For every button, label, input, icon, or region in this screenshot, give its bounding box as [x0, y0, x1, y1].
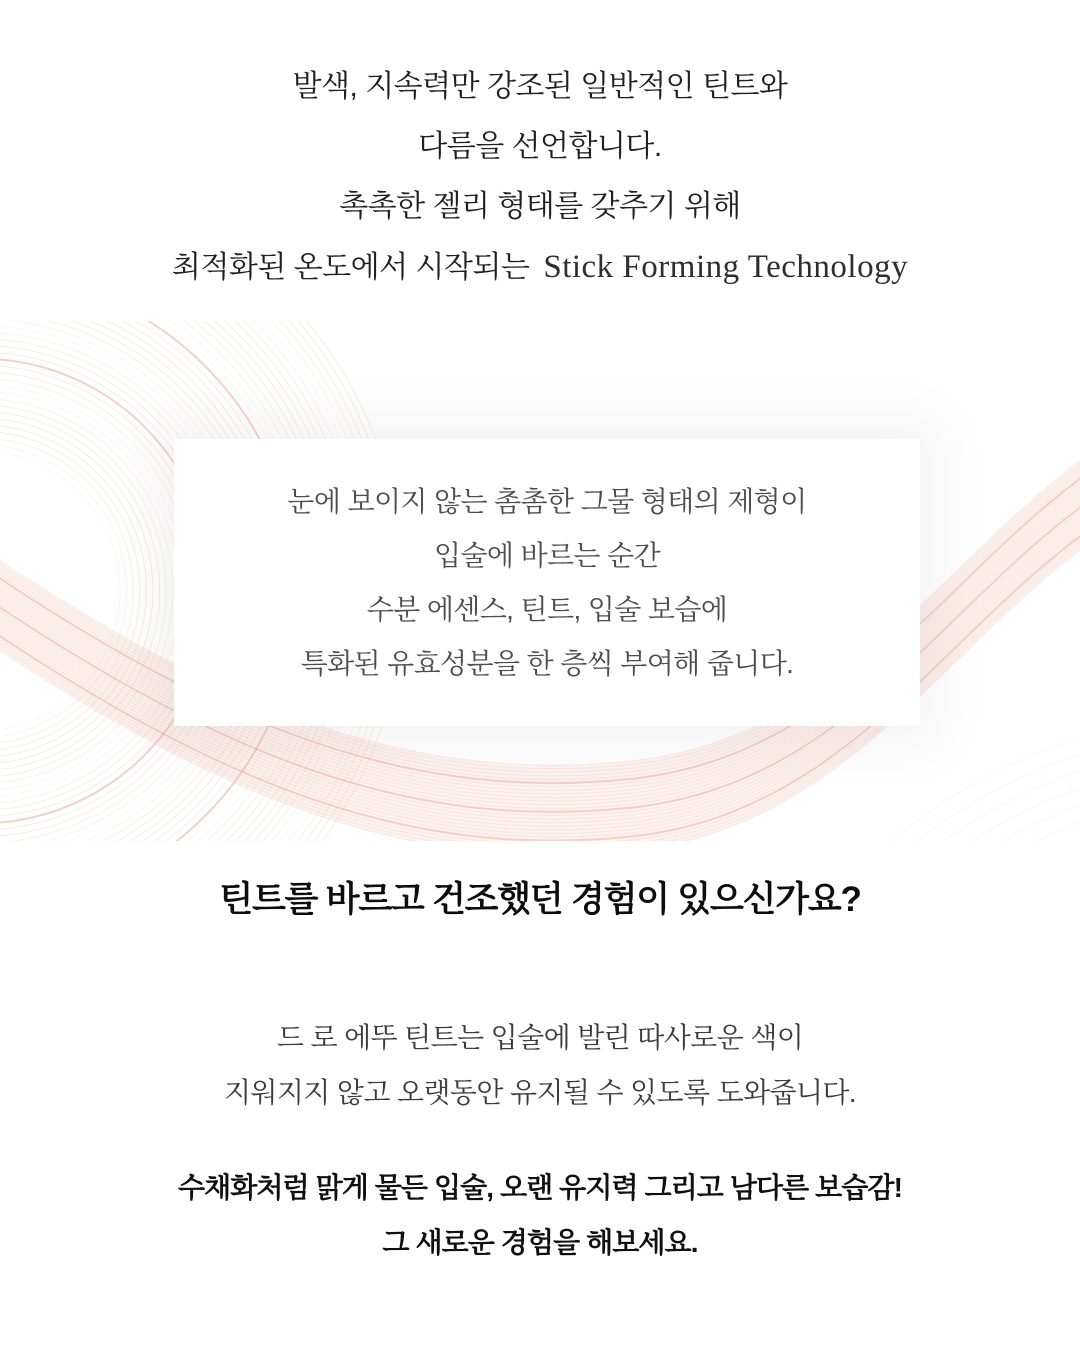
- intro-line-4-korean: 최적화된 온도에서 시작되는: [171, 251, 530, 284]
- card-line-3: 수분 에센스, 틴트, 입술 보습에: [366, 594, 728, 625]
- answer-line-1: 드 로 에뚜 틴트는 입술에 발린 따사로운 색이: [276, 1022, 804, 1053]
- intro-line-1: 발색, 지속력만 강조된 일반적인 틴트와: [292, 70, 788, 103]
- answer-section: [0, 1010, 1080, 1120]
- hero-section: [0, 321, 1080, 841]
- intro-section: [0, 0, 1080, 298]
- intro-line-3: 촉촉한 젤리 형태를 갖추기 위해: [339, 190, 741, 223]
- intro-line-2: 다름을 선언합니다.: [418, 130, 662, 163]
- closing-section: [0, 1160, 1080, 1270]
- feature-card: [174, 439, 920, 726]
- card-line-1: 눈에 보이지 않는 촘촘한 그물 형태의 제형이: [287, 486, 807, 517]
- answer-line-2: 지워지지 않고 오랫동안 유지될 수 있도록 도와줍니다.: [223, 1077, 857, 1108]
- closing-line-2: 그 새로운 경험을 해보세요.: [382, 1227, 698, 1258]
- intro-line-4: [0, 237, 1080, 298]
- question-heading: 틴트를 바르고 건조했던 경험이 있으신가요?: [219, 880, 861, 919]
- card-line-4: 특화된 유효성분을 한 층씩 부여해 줍니다.: [300, 648, 794, 679]
- closing-line-1: 수채화처럼 맑게 물든 입술, 오랜 유지력 그리고 남다른 보습감!: [177, 1172, 903, 1203]
- card-line-2: 입술에 바르는 순간: [434, 540, 660, 571]
- stick-forming-technology-label: Stick Forming Technology: [543, 249, 909, 285]
